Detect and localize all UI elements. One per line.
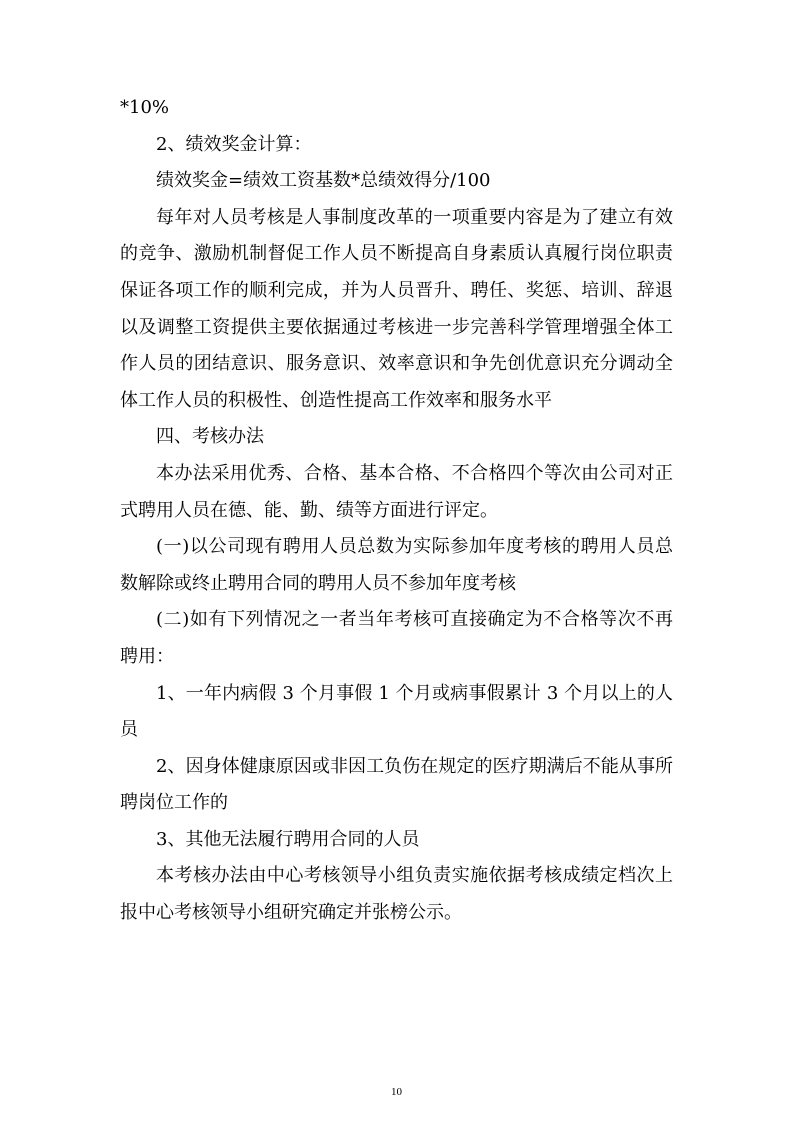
paragraph-grading-levels: 本办法采用优秀、合格、基本合格、不合格四个等次由公司对正式聘用人员在德、能、勤、绩等方面进行评定。 (120, 462, 673, 521)
document-body (120, 90, 673, 932)
list-item-sick-leave: 1、一年内病假 3 个月事假 1 个月或病事假累计 3 个月以上的人员 (120, 682, 673, 741)
paragraph-assessment-purpose: 每年对人员考核是人事制度改革的一项重要内容是为了建立有效的竞争、激励机制督促工作人员不断提高自身素质认真履行岗位职责保证各项工作的顺利完成，并为人员晋升、聘任、奖惩、培训、辞退以及调整工资提供主要依据通过考核进一步完善科学管理增强全体工作人员的团结意识、服务意识、效率意识和争先创优意识充分调动全体工作人员的积极性、创造性提高工作效率和服务水平 (120, 206, 673, 411)
list-item-health-reason: 2、因身体健康原因或非因工负伤在规定的医疗期满后不能从事所聘岗位工作的 (120, 755, 673, 814)
page-number: 10 (391, 1086, 402, 1098)
paragraph-percent-tail: *10% (120, 97, 170, 118)
paragraph-bonus-formula: 绩效奖金=绩效工资基数*总绩效得分/100 (156, 170, 491, 192)
paragraph-clause-one: (一)以公司现有聘用人员总数为实际参加年度考核的聘用人员总数解除或终止聘用合同的聘用人员不参加年度考核 (120, 536, 673, 594)
paragraph-implementation: 本考核办法由中心考核领导小组负责实施依据考核成绩定档次上报中心考核领导小组研究确定并张榜公示。 (120, 865, 673, 924)
list-item-other: 3、其他无法履行聘用合同的人员 (156, 828, 420, 850)
paragraph-bonus-heading: 2、绩效奖金计算： (156, 133, 312, 155)
section-heading-assessment-method: 四、考核办法 (156, 426, 264, 448)
paragraph-clause-two: (二)如有下列情况之一者当年考核可直接确定为不合格等次不再聘用： (120, 609, 673, 667)
